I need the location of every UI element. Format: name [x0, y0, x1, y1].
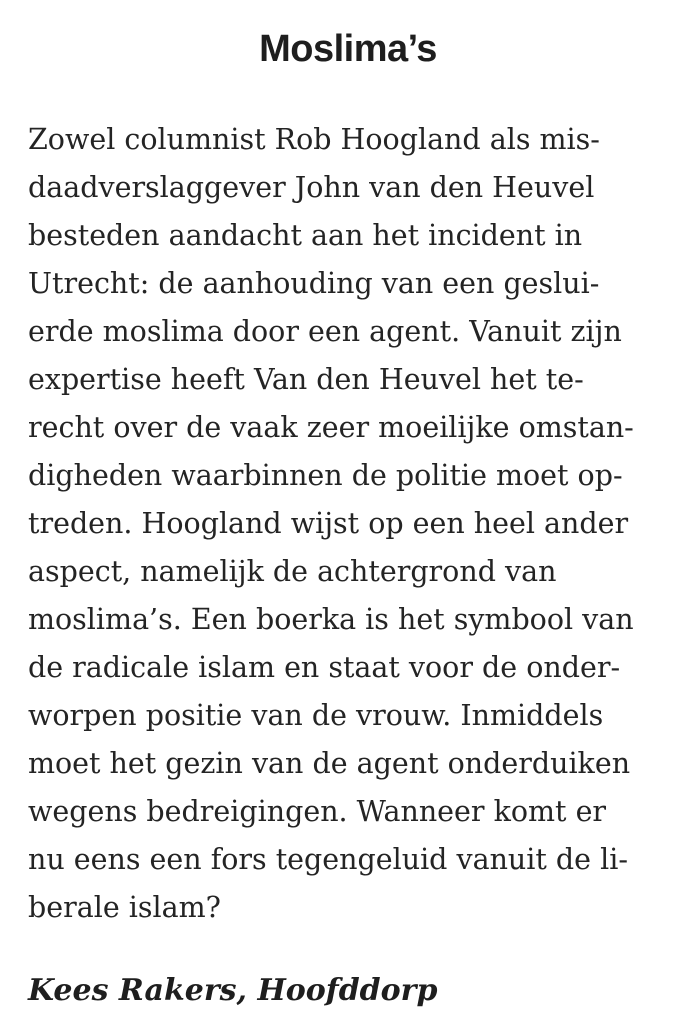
body-line: worpen positie van de vrouw. Inmiddels — [28, 699, 604, 732]
body-line: wegens bedreigingen. Wanneer komt er — [28, 795, 607, 828]
body-line: expertise heeft Van den Heuvel het te- — [28, 363, 584, 396]
body-line: moet het gezin van de agent onderduiken — [28, 747, 631, 780]
body-line: Zowel columnist Rob Hoogland als mis- — [28, 123, 600, 156]
body-line: Utrecht: de aanhouding van een geslui- — [28, 267, 600, 300]
body-line: aspect, namelijk de achtergrond van — [28, 555, 557, 588]
body-line: besteden aandacht aan het incident in — [28, 219, 583, 252]
body-line: erde moslima door een agent. Vanuit zijn — [28, 315, 622, 348]
body-line: berale islam? — [28, 891, 221, 924]
letter-title: Moslima’s — [259, 28, 437, 70]
body-line: treden. Hoogland wijst op een heel ander — [28, 507, 629, 540]
letter-body — [28, 116, 688, 932]
body-line: daadverslaggever John van den Heuvel — [28, 171, 595, 204]
body-line: digheden waarbinnen de politie moet op- — [28, 459, 623, 492]
body-line: recht over de vaak zeer moeilijke omstan- — [28, 411, 634, 444]
body-line: de radicale islam en staat voor de onder- — [28, 651, 621, 684]
body-line: nu eens een fors tegengeluid vanuit de li- — [28, 843, 628, 876]
letter-signature: Kees Rakers, Hoofddorp — [28, 973, 438, 1008]
body-line: moslima’s. Een boerka is het symbool van — [28, 603, 634, 636]
